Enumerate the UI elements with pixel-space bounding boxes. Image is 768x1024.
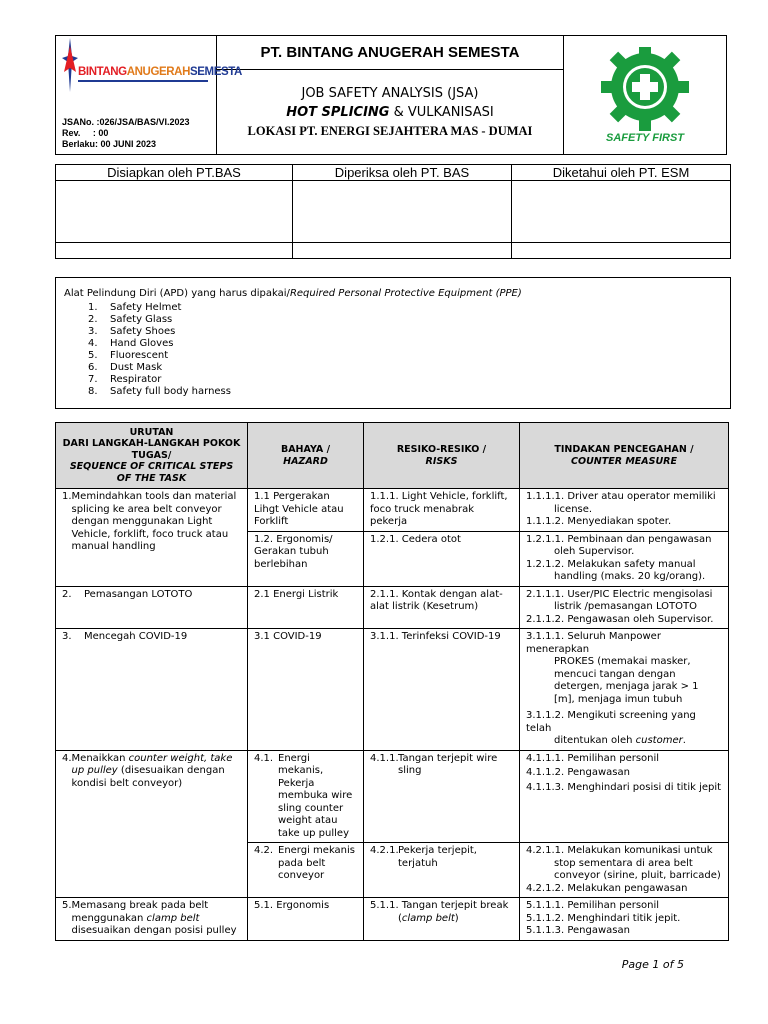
document-meta — [62, 117, 190, 150]
risk-cell: 4.2.1. Pekerja terjepit, terjatuh — [364, 843, 520, 898]
checked-by-label: Diperiksa oleh PT. BAS — [293, 165, 512, 181]
ppe-intro: Alat Pelindung Diri (APD) yang harus dipakai/Required Personal Protective Equipment (PPE) — [64, 288, 522, 299]
counter-measure-cell: 4.1.1.1. Pemilihan personil 4.1.1.2. Pengawasan 4.1.1.3. Menghindari posisi di titik jepit — [520, 750, 729, 843]
acknowledged-by-label: Diketahui oleh PT. ESM — [512, 165, 731, 181]
logo-wordmark: BINTANGANUGERAHSEMESTA — [78, 66, 242, 78]
safety-gear-icon — [600, 47, 690, 133]
valid-date: Berlaku: 00 JUNI 2023 — [62, 139, 157, 149]
counter-measure-cell: 5.1.1.1. Pemilihan personil 5.1.1.2. Menghindari titik jepit. 5.1.1.3. Pengawasan — [520, 898, 729, 941]
counter-measure-cell: 4.2.1.1. Melakukan komunikasi untuk stop sementara di area belt conveyor (sirine, pluit, barricade) 4.2.1.2. Melakukan pengawasan — [520, 843, 729, 898]
acknowledged-sign — [512, 181, 731, 243]
approval-table — [55, 164, 731, 259]
hazard-cell: 1.2. Ergonomis/ Gerakan tubuh berlebihan — [248, 531, 364, 586]
revision: Rev. : 00 — [62, 128, 109, 138]
counter-measure-cell: 3.1.1.1. Seluruh Manpower menerapkan PROKES (memakai masker, mencuci tangan dengan detergen, menjaga jarak > 1 [m], menjaga imun tubuh 3.1.1.2. Mengikuti screening yang telah ditentukan oleh customer. — [520, 629, 729, 751]
jsa-title: JOB SAFETY ANALYSIS (JSA) — [301, 85, 479, 101]
jsa-title-block — [217, 70, 564, 155]
risk-cell: 1.2.1. Cedera otot — [364, 531, 520, 586]
acknowledged-name — [512, 243, 731, 259]
hazard-cell: 5.1. Ergonomis — [248, 898, 364, 941]
ppe-item: 8. Safety full body harness — [88, 386, 231, 397]
risk-cell: 2.1.1. Kontak dengan alat-alat listrik (Kesetrum) — [364, 586, 520, 629]
table-header-row — [56, 423, 729, 489]
ppe-item: 6. Dust Mask — [88, 362, 163, 373]
safety-first-logo — [564, 36, 727, 155]
col-header-hazard: BAHAYA / HAZARD — [248, 423, 364, 489]
ppe-item: 5. Fluorescent — [88, 350, 169, 361]
hazard-cell: 2.1 Energi Listrik — [248, 586, 364, 629]
company-name: PT. BINTANG ANUGERAH SEMESTA — [217, 36, 564, 70]
jsa-table — [55, 422, 729, 941]
step-cell: 2. Pemasangan LOTOTO — [56, 586, 248, 629]
hazard-cell: 4.2. Energi mekanis pada belt conveyor — [248, 843, 364, 898]
col-header-risks: RESIKO-RESIKO / RISKS — [364, 423, 520, 489]
table-row — [56, 629, 729, 751]
col-header-counter-measure: TINDAKAN PENCEGAHAN / COUNTER MEASURE — [520, 423, 729, 489]
step-cell: 4. Menaikkan counter weight, take up pulley (disesuaikan dengan kondisi belt conveyor) — [56, 750, 248, 898]
risk-cell: 1.1.1. Light Vehicle, forklift, foco truck menabrak pekerja — [364, 489, 520, 532]
logo-cell — [56, 36, 242, 155]
risk-cell: 4.1.1. Tangan terjepit wire sling — [364, 750, 520, 843]
ppe-item: 2. Safety Glass — [88, 314, 173, 325]
counter-measure-cell: 1.1.1.1. Driver atau operator memiliki license. 1.1.1.2. Menyediakan spoter. — [520, 489, 729, 532]
table-row — [56, 489, 729, 532]
ppe-item: 3. Safety Shoes — [88, 326, 176, 337]
safety-first-text: SAFETY FIRST — [605, 131, 685, 144]
hazard-cell: 1.1 Pergerakan Lihgt Vehicle atau Forklift — [248, 489, 364, 532]
table-row — [56, 898, 729, 941]
counter-measure-cell: 1.2.1.1. Pembinaan dan pengawasan oleh Supervisor. 1.2.1.2. Melakukan safety manual handling (maks. 20 kg/orang). — [520, 531, 729, 586]
checked-sign — [293, 181, 512, 243]
ppe-item: 7. Respirator — [88, 374, 162, 385]
counter-measure-cell: 2.1.1.1. User/PIC Electric mengisolasi listrik /pemasangan LOTOTO 2.1.1.2. Pengawasan oleh Supervisor. — [520, 586, 729, 629]
prepared-by-label: Disiapkan oleh PT.BAS — [56, 165, 293, 181]
prepared-sign — [56, 181, 293, 243]
ppe-item: 4. Hand Gloves — [88, 338, 174, 349]
jsa-location: LOKASI PT. ENERGI SEJAHTERA MAS - DUMAI — [247, 123, 533, 138]
company-logo — [60, 38, 242, 94]
ppe-list — [88, 302, 231, 398]
table-row — [56, 586, 729, 629]
ppe-box — [55, 277, 731, 409]
checked-name — [293, 243, 512, 259]
prepared-name — [56, 243, 293, 259]
ppe-item: 1. Safety Helmet — [88, 302, 182, 313]
star-logo-icon — [60, 38, 80, 92]
document-header — [55, 35, 727, 155]
step-cell: 1. Memindahkan tools dan material splicing ke area belt conveyor dengan menggunakan Light Vehicle, forklift, foco truck atau manual handling — [56, 489, 248, 587]
jsa-number: JSANo. :026/JSA/BAS/VI.2023 — [62, 117, 190, 127]
step-cell: 3. Mencegah COVID-19 — [56, 629, 248, 751]
hazard-cell: 3.1 COVID-19 — [248, 629, 364, 751]
page-number: Page 1 of 5 — [621, 958, 684, 971]
hazard-cell: 4.1. Energi mekanis, Pekerja membuka wire sling counter weight atau take up pulley — [248, 750, 364, 843]
table-row — [56, 750, 729, 843]
step-cell: 5. Memasang break pada belt menggunakan clamp belt disesuaikan dengan posisi pulley — [56, 898, 248, 941]
risk-cell: 3.1.1. Terinfeksi COVID-19 — [364, 629, 520, 751]
col-header-steps: URUTAN DARI LANGKAH-LANGKAH POKOK TUGAS/ SEQUENCE OF CRITICAL STEPS OF THE TASK — [56, 423, 248, 489]
risk-cell: 5.1.1. Tangan terjepit break (clamp belt) — [364, 898, 520, 941]
jsa-subtitle: HOT SPLICING & VULKANISASI — [286, 104, 494, 120]
